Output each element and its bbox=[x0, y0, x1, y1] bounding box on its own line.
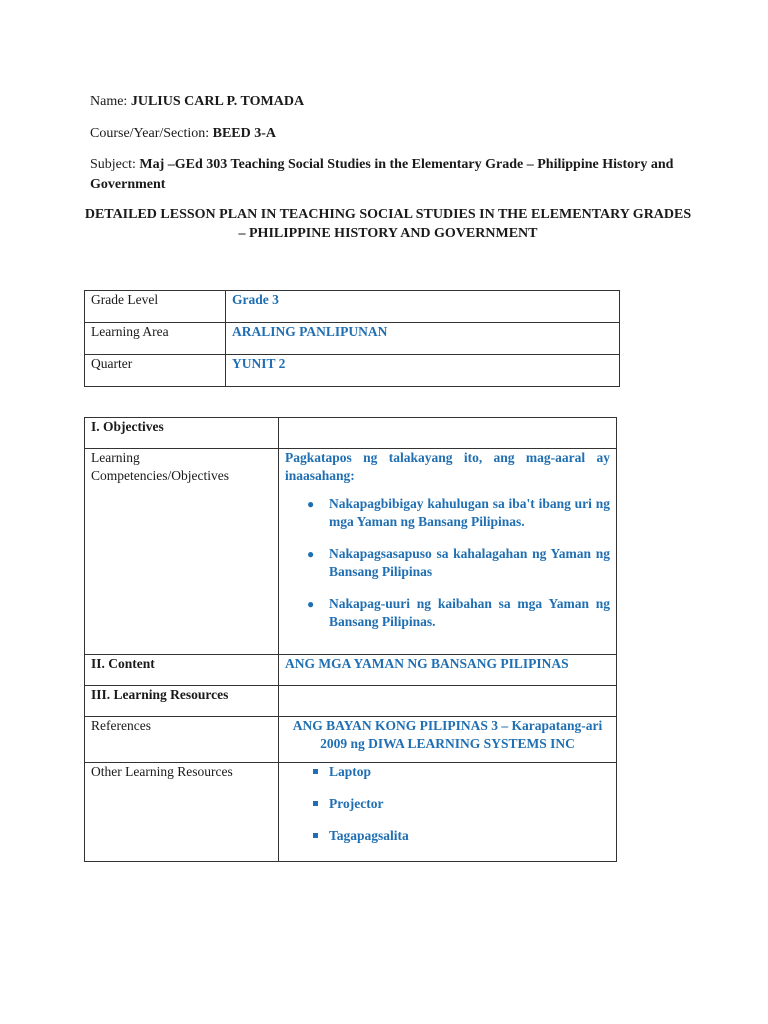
list-item: ● Nakapagbibigay kahulugan sa iba't ibang uri ng mga Yaman ng Bansang Pilipinas. bbox=[307, 496, 610, 529]
grade-level-value: Grade 3 bbox=[226, 291, 620, 323]
objectives-heading: I. Objectives bbox=[85, 418, 279, 449]
list-item: Laptop bbox=[285, 763, 610, 781]
square-bullet-icon bbox=[313, 769, 318, 774]
plan-table bbox=[84, 417, 617, 862]
table-row bbox=[85, 655, 617, 686]
references-value: ANG BAYAN KONG PILIPINAS 3 – Karapatang-ari 2009 ng DIWA LEARNING SYSTEMS INC bbox=[279, 717, 617, 763]
competencies-cell bbox=[279, 449, 617, 655]
bullet-icon: ● bbox=[307, 497, 315, 511]
objectives-empty-cell bbox=[279, 418, 617, 449]
name-line bbox=[90, 92, 304, 112]
quarter-label: Quarter bbox=[85, 355, 226, 387]
resources-empty-cell bbox=[279, 686, 617, 717]
bullet-icon: ● bbox=[307, 547, 315, 561]
name-value: JULIUS CARL P. TOMADA bbox=[130, 94, 305, 109]
subject-line bbox=[90, 155, 680, 195]
document-title: DETAILED LESSON PLAN IN TEACHING SOCIAL STUDIES IN THE ELEMENTARY GRADES – PHILIPPINE HISTORY AND GOVERNMENT bbox=[84, 207, 692, 241]
table-row bbox=[85, 449, 617, 655]
other-resources-cell bbox=[279, 763, 617, 862]
content-heading: II. Content bbox=[85, 655, 279, 686]
list-item: Tagapagsalita bbox=[285, 827, 610, 845]
subject-value: Maj –GEd 303 Teaching Social Studies in the Elementary Grade – Philippine History and Government bbox=[90, 157, 674, 192]
bullet-icon: ● bbox=[307, 597, 315, 611]
quarter-value: YUNIT 2 bbox=[226, 355, 620, 387]
table-row bbox=[85, 686, 617, 717]
square-bullet-icon bbox=[313, 801, 318, 806]
table-row bbox=[85, 418, 617, 449]
subject-label: Subject: bbox=[90, 157, 136, 172]
competencies-list bbox=[285, 495, 610, 631]
course-line bbox=[90, 124, 276, 144]
table-row bbox=[85, 763, 617, 862]
list-item: ● Nakapagsasapuso sa kahalagahan ng Yaman ng Bansang Pilipinas bbox=[307, 546, 610, 579]
references-label: References bbox=[85, 717, 279, 763]
resources-heading: III. Learning Resources bbox=[85, 686, 279, 717]
table-row bbox=[85, 717, 617, 763]
table-row bbox=[85, 355, 620, 387]
learning-area-label: Learning Area bbox=[85, 323, 226, 355]
content-value: ANG MGA YAMAN NG BANSANG PILIPINAS bbox=[279, 655, 617, 686]
grade-level-label: Grade Level bbox=[85, 291, 226, 323]
info-table bbox=[84, 290, 620, 387]
competencies-label: Learning Competencies/Objectives bbox=[85, 449, 279, 655]
other-resources-label: Other Learning Resources bbox=[85, 763, 279, 862]
course-label: Course/Year/Section: bbox=[90, 126, 210, 141]
list-item: Projector bbox=[285, 795, 610, 813]
name-label: Name: bbox=[90, 94, 128, 109]
table-row bbox=[85, 323, 620, 355]
table-row bbox=[85, 291, 620, 323]
course-value: BEED 3-A bbox=[212, 126, 277, 141]
learning-area-value: ARALING PANLIPUNAN bbox=[226, 323, 620, 355]
list-item: ● Nakapag-uuri ng kaibahan sa mga Yaman ng Bansang Pilipinas. bbox=[307, 596, 610, 629]
square-bullet-icon bbox=[313, 833, 318, 838]
competencies-intro: Pagkatapos ng talakayang ito, ang mag-aaral ay inaasahang: bbox=[285, 450, 610, 483]
other-resources-list bbox=[285, 763, 610, 845]
